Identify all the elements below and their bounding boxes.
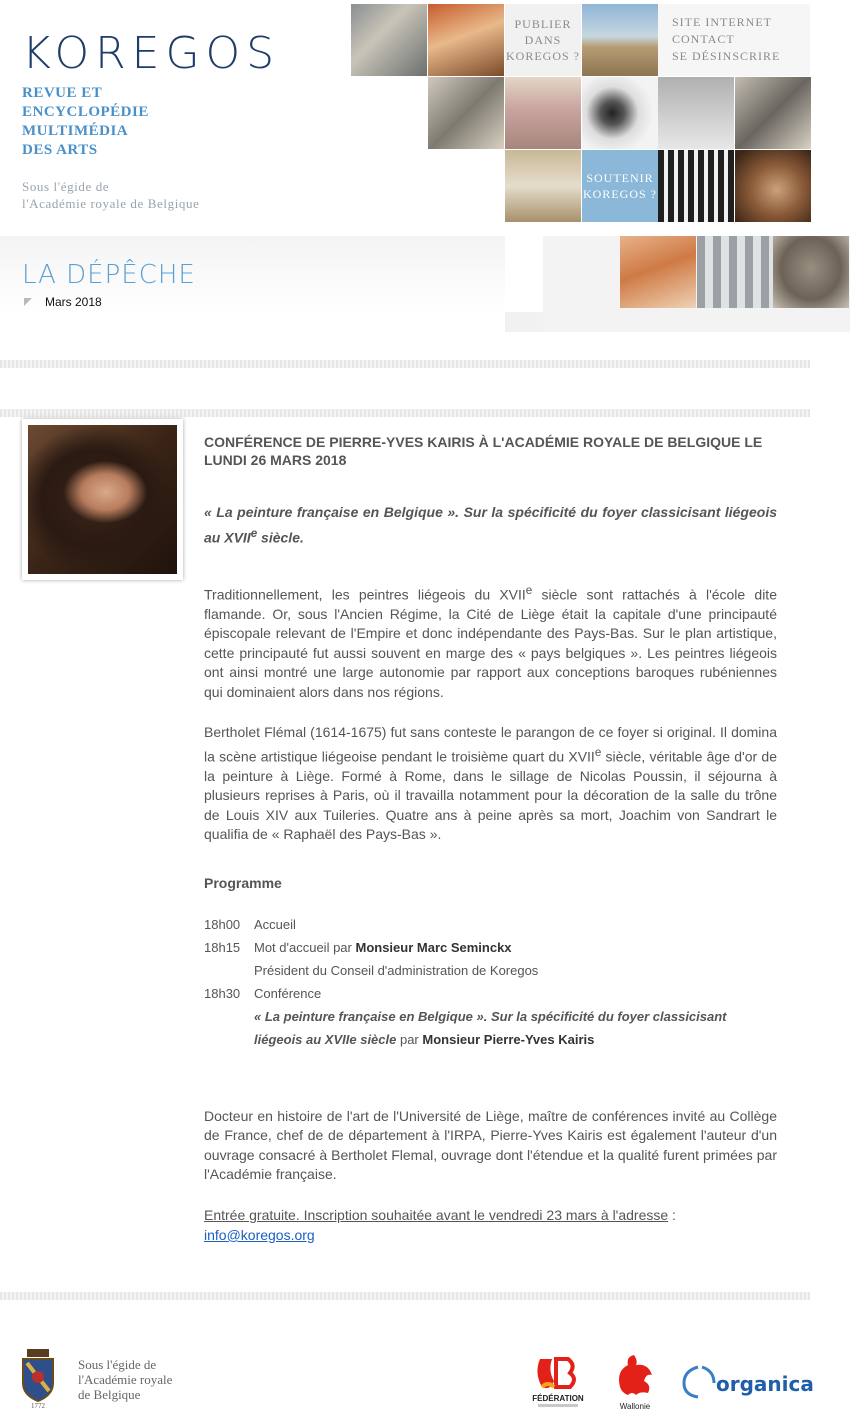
talk-speaker: Monsieur Pierre-Yves Kairis: [422, 1031, 595, 1047]
mosaic-image: [582, 77, 658, 149]
subtitle-text: siècle.: [257, 529, 304, 546]
mosaic-image: [505, 150, 581, 222]
talk-par: par: [396, 1031, 423, 1047]
depeche-background: [505, 312, 545, 332]
depeche-title: LA DÉPÊCHE: [22, 260, 196, 290]
programme-desc: Conférence: [254, 985, 322, 1001]
programme-desc: [254, 936, 777, 959]
depeche-image: [773, 236, 849, 308]
depeche-date: Mars 2018: [45, 295, 102, 309]
header-mosaic: [351, 4, 810, 221]
academy-line: l'Académie royale: [78, 1372, 173, 1387]
mosaic-image: [735, 150, 811, 222]
programme-time: [204, 959, 254, 982]
contact-link[interactable]: CONTACT: [672, 32, 735, 46]
corner-arrow-icon: [24, 298, 32, 306]
article: [204, 433, 777, 1245]
divider-stripe: [0, 360, 810, 368]
programme-row: [204, 936, 777, 959]
patronage-line: Sous l'égide de: [22, 179, 110, 194]
depeche-background: [543, 236, 850, 332]
portrait-image: [28, 425, 177, 574]
programme-desc: Président du Conseil d'administration de Koregos: [254, 962, 539, 978]
mosaic-image: [505, 77, 581, 149]
programme-row: [204, 959, 777, 982]
talk-title: « La peinture française en Belgique ». Sur la spécificité du foyer classicisant liégeois au XVIIe siècle: [254, 1008, 727, 1047]
header: [0, 0, 850, 225]
publish-link[interactable]: [505, 4, 581, 76]
depeche-band: [0, 236, 850, 331]
mosaic-image: [658, 150, 734, 222]
wallonie-label: Wallonie: [619, 1402, 651, 1411]
paragraph-text: Traditionnellement, les peintres liégeois du XVII: [204, 586, 526, 603]
mosaic-image: [735, 77, 811, 149]
mosaic-image: [428, 4, 504, 76]
tagline-line: MULTIMÉDIA: [22, 123, 129, 139]
registration-colon: :: [668, 1206, 676, 1223]
paragraph-text: siècle, véritable âge d'or de la peinture à Liège. Formé à Rome, dans le sillage de Nicolas Poussin, il séjourna à plusieurs reprises à Paris, où il travailla notamment pour la décoration de la salle du trône de Louis XIV aux Tuileries. Quatre ans à peine après sa mort, Joachim von Sandrart le qualifia de « Raphaël des Pays-Bas ».: [204, 748, 777, 843]
paragraph: [204, 581, 777, 703]
mosaic-image: [658, 77, 734, 149]
paragraph-text: siècle sont rattachés à l'école dite flamande. Or, sous l'Ancien Régime, la Cité de Liège était la capitale d'une principauté épiscopale relevant de l'Empire et donc indépendante des Pays-Bas. Sur le plan artistique, cette principauté fut aussi souvent en marge des « pays belgiques ». Les peintres liégeois ont ainsi montré une large autonomie par rapport aux conceptions baroques rubéniennes qui dominaient alors dans nos régions.: [204, 586, 777, 700]
programme-row: [204, 1005, 777, 1051]
mosaic-image: [582, 4, 658, 76]
programme-desc: Accueil: [254, 916, 296, 932]
crest-year: 1772: [31, 1402, 45, 1410]
programme-time: 18h00: [204, 916, 241, 932]
programme-time: 18h30: [204, 985, 241, 1001]
programme-row: [204, 913, 777, 936]
registration-label: Entrée gratuite. Inscription souhaitée avant le vendredi 23 mars à l'adresse: [204, 1206, 669, 1223]
subtitle-superscript: e: [250, 527, 258, 540]
academy-line: de Belgique: [78, 1387, 141, 1402]
divider-stripe: [0, 1292, 810, 1300]
tagline-line: DES ARTS: [22, 142, 98, 158]
tagline: [22, 84, 342, 160]
portrait-frame: [22, 419, 183, 580]
subtitle-text: « La peinture française en Belgique ». Sur la spécificité du foyer classicisant liégeois au XVII: [204, 504, 777, 546]
site-link[interactable]: SITE INTERNET: [672, 15, 772, 29]
academy-crest-icon: [17, 1347, 59, 1409]
tagline-line: REVUE ET: [22, 85, 103, 101]
article-title: CONFÉRENCE DE PIERRE-YVES KAIRIS À L'ACADÉMIE ROYALE DE BELGIQUE LE LUNDI 26 MARS 2018: [204, 434, 763, 468]
programme-desc-text: Mot d'accueil par: [254, 939, 356, 955]
programme-row: [204, 982, 777, 1005]
programme-time: 18h15: [204, 939, 241, 955]
patronage-line: l'Académie royale de Belgique: [22, 196, 200, 211]
site-links: [658, 4, 810, 76]
publish-link-label: PUBLIER DANS KOREGOS ?: [506, 17, 580, 63]
unsubscribe-link[interactable]: SE DÉSINSCRIRE: [672, 49, 781, 63]
support-link[interactable]: [582, 150, 658, 222]
organica-logo[interactable]: [680, 1361, 814, 1401]
academy-text: [78, 1357, 172, 1402]
patronage-text: [22, 178, 342, 212]
email-link[interactable]: info@koregos.org: [204, 1226, 315, 1243]
programme-desc: [254, 1005, 777, 1051]
support-link-label: SOUTENIR KOREGOS ?: [583, 171, 657, 201]
mosaic-image: [351, 4, 427, 76]
superscript: e: [525, 583, 533, 597]
academy-line: Sous l'égide de: [78, 1357, 157, 1372]
footer: [0, 1333, 850, 1417]
programme-list: [204, 913, 777, 1051]
divider-stripe: [0, 409, 810, 417]
depeche-image: [697, 236, 773, 308]
programme-heading: Programme: [204, 874, 282, 891]
programme-speaker: Monsieur Marc Seminckx: [355, 939, 512, 955]
organica-label: organica: [716, 1372, 814, 1396]
brand-block: [22, 30, 342, 212]
fwb-label: FÉDÉRATION: [532, 1394, 584, 1403]
wallonie-logo[interactable]: [612, 1351, 658, 1411]
tagline-line: ENCYCLOPÉDIE: [22, 104, 149, 120]
depeche-image: [620, 236, 696, 308]
mosaic-image: [428, 77, 504, 149]
programme-time: [204, 1005, 254, 1051]
paragraph: Docteur en histoire de l'art de l'Université de Liège, maître de conférences invité au Collège de France, chef de de département à l'IRPA, Pierre-Yves Kairis est également l'auteur d'un ouvrage consacré à Bertholet Flemal, ouvrage dont l'étendue et la qualité furent primées par l'Académie française.: [204, 1107, 777, 1183]
superscript: e: [594, 745, 602, 759]
registration-text: [204, 1205, 777, 1245]
paragraph-text: Bertholet Flémal (1614-1675) fut sans conteste le parangon de ce foyer si original. Il domina la scène artistique liégeoise pendant le troisième quart du XVII: [204, 724, 777, 765]
article-subtitle: [204, 501, 777, 549]
koregos-logo[interactable]: KOREGOS: [22, 28, 281, 79]
federation-wallonie-bruxelles-logo[interactable]: [530, 1351, 586, 1411]
paragraph: [204, 723, 777, 845]
